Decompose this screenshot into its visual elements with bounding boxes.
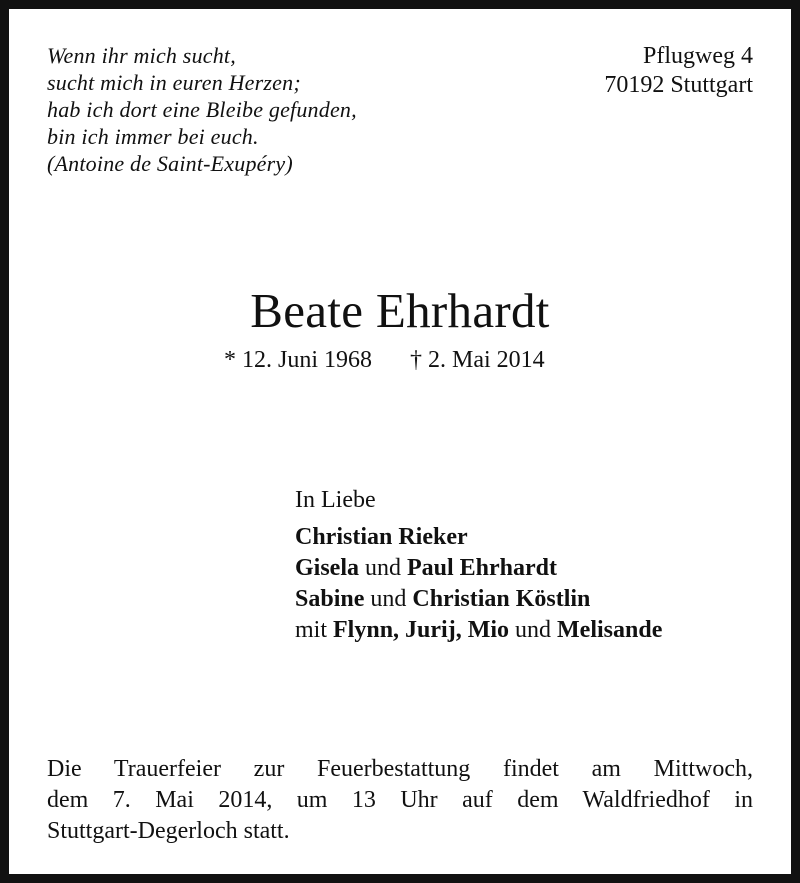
family-signatures <box>295 485 662 646</box>
poem-line: Wenn ihr mich sucht, <box>47 43 236 68</box>
family-member: Sabine <box>295 586 365 612</box>
life-dates <box>224 345 545 375</box>
family-member: Gisela <box>295 555 359 581</box>
conjunction: und <box>509 617 558 643</box>
conjunction: und <box>359 555 407 581</box>
poem-quote <box>47 42 357 177</box>
poem-line: sucht mich in euren Herzen; <box>47 70 301 95</box>
family-member: Paul Ehrhardt <box>407 555 558 581</box>
family-line <box>295 615 662 646</box>
family-line <box>295 553 662 584</box>
poem-attribution: (Antoine de Saint-Exupéry) <box>47 151 293 176</box>
notice-line: Stuttgart-Degerloch statt. <box>47 818 290 844</box>
death-date: † 2. Mai 2014 <box>410 347 545 373</box>
family-line <box>295 522 662 553</box>
notice-line: dem 7. Mai 2014, um 13 Uhr auf dem Waldfriedhof in <box>47 787 753 813</box>
address-block <box>604 42 753 100</box>
conjunction: und <box>364 586 413 612</box>
birth-date: * 12. Juni 1968 <box>224 347 373 373</box>
family-member: Christian Köstlin <box>412 586 591 612</box>
family-member: Flynn, Jurij, Mio <box>333 617 510 643</box>
address-street: Pflugweg 4 <box>643 43 753 69</box>
family-member: Melisande <box>557 617 663 643</box>
family-intro: In Liebe <box>295 487 376 513</box>
funeral-notice <box>47 754 753 847</box>
poem-line: bin ich immer bei euch. <box>47 124 259 149</box>
prefix: mit <box>295 617 334 643</box>
notice-line: Die Trauerfeier zur Feuerbestattung findet am Mittwoch, <box>47 756 753 782</box>
poem-line: hab ich dort eine Bleibe gefunden, <box>47 97 357 122</box>
address-city: 70192 Stuttgart <box>604 72 753 98</box>
family-member: Christian Rieker <box>295 524 468 550</box>
deceased-name: Beate Ehrhardt <box>250 283 550 338</box>
family-line <box>295 584 662 615</box>
